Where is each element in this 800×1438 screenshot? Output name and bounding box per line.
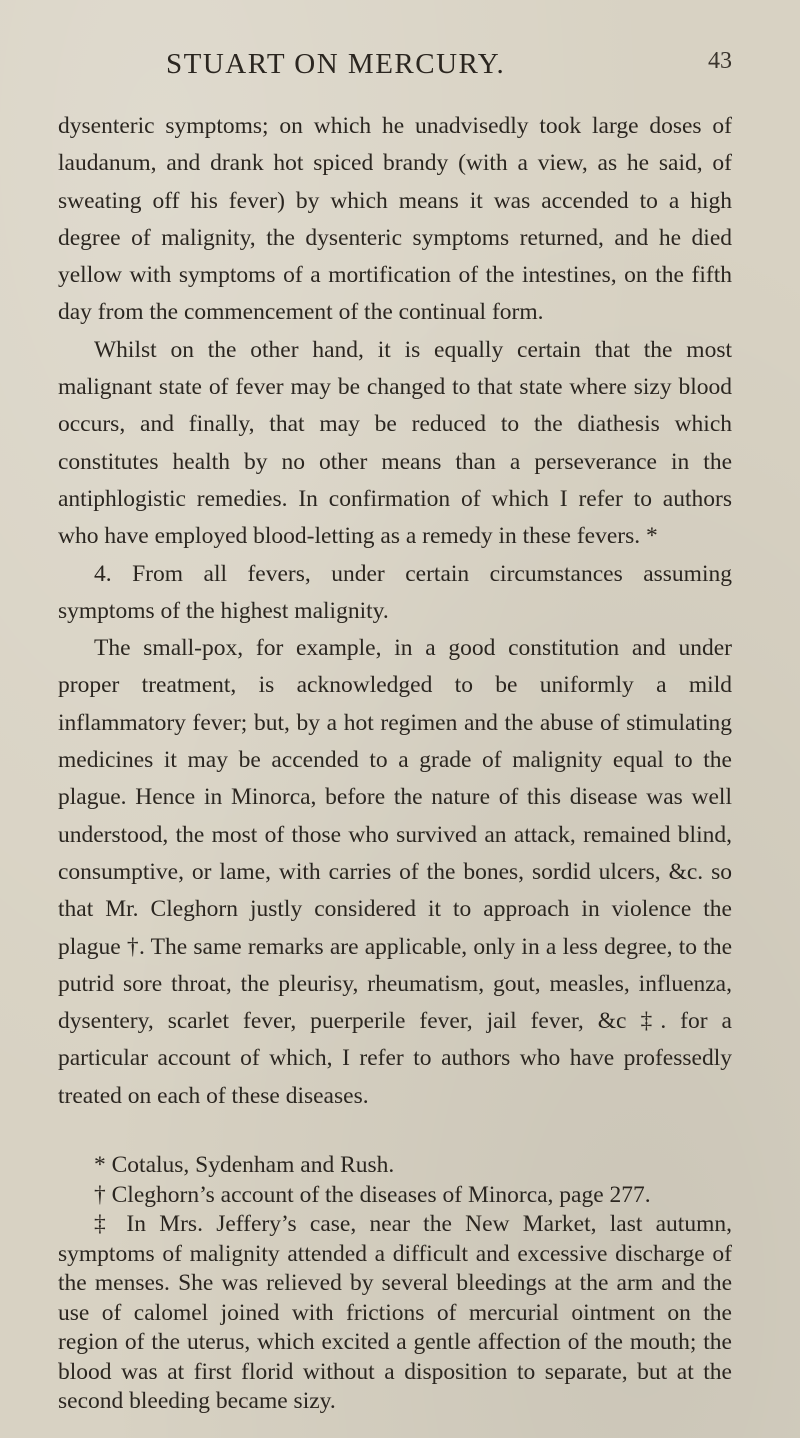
page-header bbox=[58, 36, 732, 96]
footnote-double-dagger: ‡ In Mrs. Jeffery’s case, near the New Market, last autumn, symptoms of malignity attended a difficult and excessive discharge of the menses. She was relieved by several bleedings at the arm and the use of calomel joined with frictions of mercurial ointment on the region of the uterus, which excited a gentle affection of the mouth; the blood was at first florid without a disposition to separate, but at the second bleeding became sizy. bbox=[58, 1211, 732, 1415]
paragraph-point-four: 4. From all fevers, under certain circumstances assuming symptoms of the highest malignity. bbox=[58, 560, 732, 624]
footnote-asterisk: * Cotalus, Sydenham and Rush. bbox=[94, 1152, 395, 1179]
footnote-dagger: † Cleghorn’s account of the diseases of Minorca, page 277. bbox=[94, 1181, 651, 1208]
running-head: STUART ON MERCURY. bbox=[166, 48, 506, 80]
body-text bbox=[58, 108, 732, 1115]
page-number: 43 bbox=[708, 48, 732, 74]
paragraph-continued: dysenteric symptoms; on which he unadvisedly took large doses of laudanum, and drank hot spiced brandy (with a view, as he said, of sweating off his fever) by which means it was accended to a high degree of malignity, the dysenteric symptoms returned, and he died yellow with symptoms of a mortification of the intestines, on the fifth day from the commencement of the continual form. bbox=[58, 113, 732, 326]
footnotes bbox=[58, 1151, 732, 1417]
paragraph-antiphlogistic: Whilst on the other hand, it is equally certain that the most malignant state of fever may be changed to that state where sizy blood occurs, and finally, that may be reduced to the diathesis which constitutes health by no other means than a perseverance in the antiphlogistic remedies. In confirmation of which I refer to authors who have employed blood-letting as a remedy in these fevers. * bbox=[58, 336, 732, 550]
paragraph-small-pox: The small-pox, for example, in a good constitution and under proper treatment, is acknowledged to be uniformly a mild inflammatory fever; but, by a hot regimen and the abuse of stimulating medicines it may be accended to a grade of malignity equal to the plague. Hence in Minorca, before the nature of this disease was well understood, the most of those who survived an attack, remained blind, consumptive, or lame, with carries of the bones, sordid ulcers, &c. so that Mr. Cleghorn justly considered it to approach in violence the plague †. The same remarks are applicable, only in a less degree, to the putrid sore throat, the pleurisy, rheumatism, gout, measles, influenza, dysentery, scarlet fever, puerperile fever, jail fever, &c ‡. for a particular account of which, I refer to authors who have professedly treated on each of these diseases. bbox=[58, 635, 732, 1109]
